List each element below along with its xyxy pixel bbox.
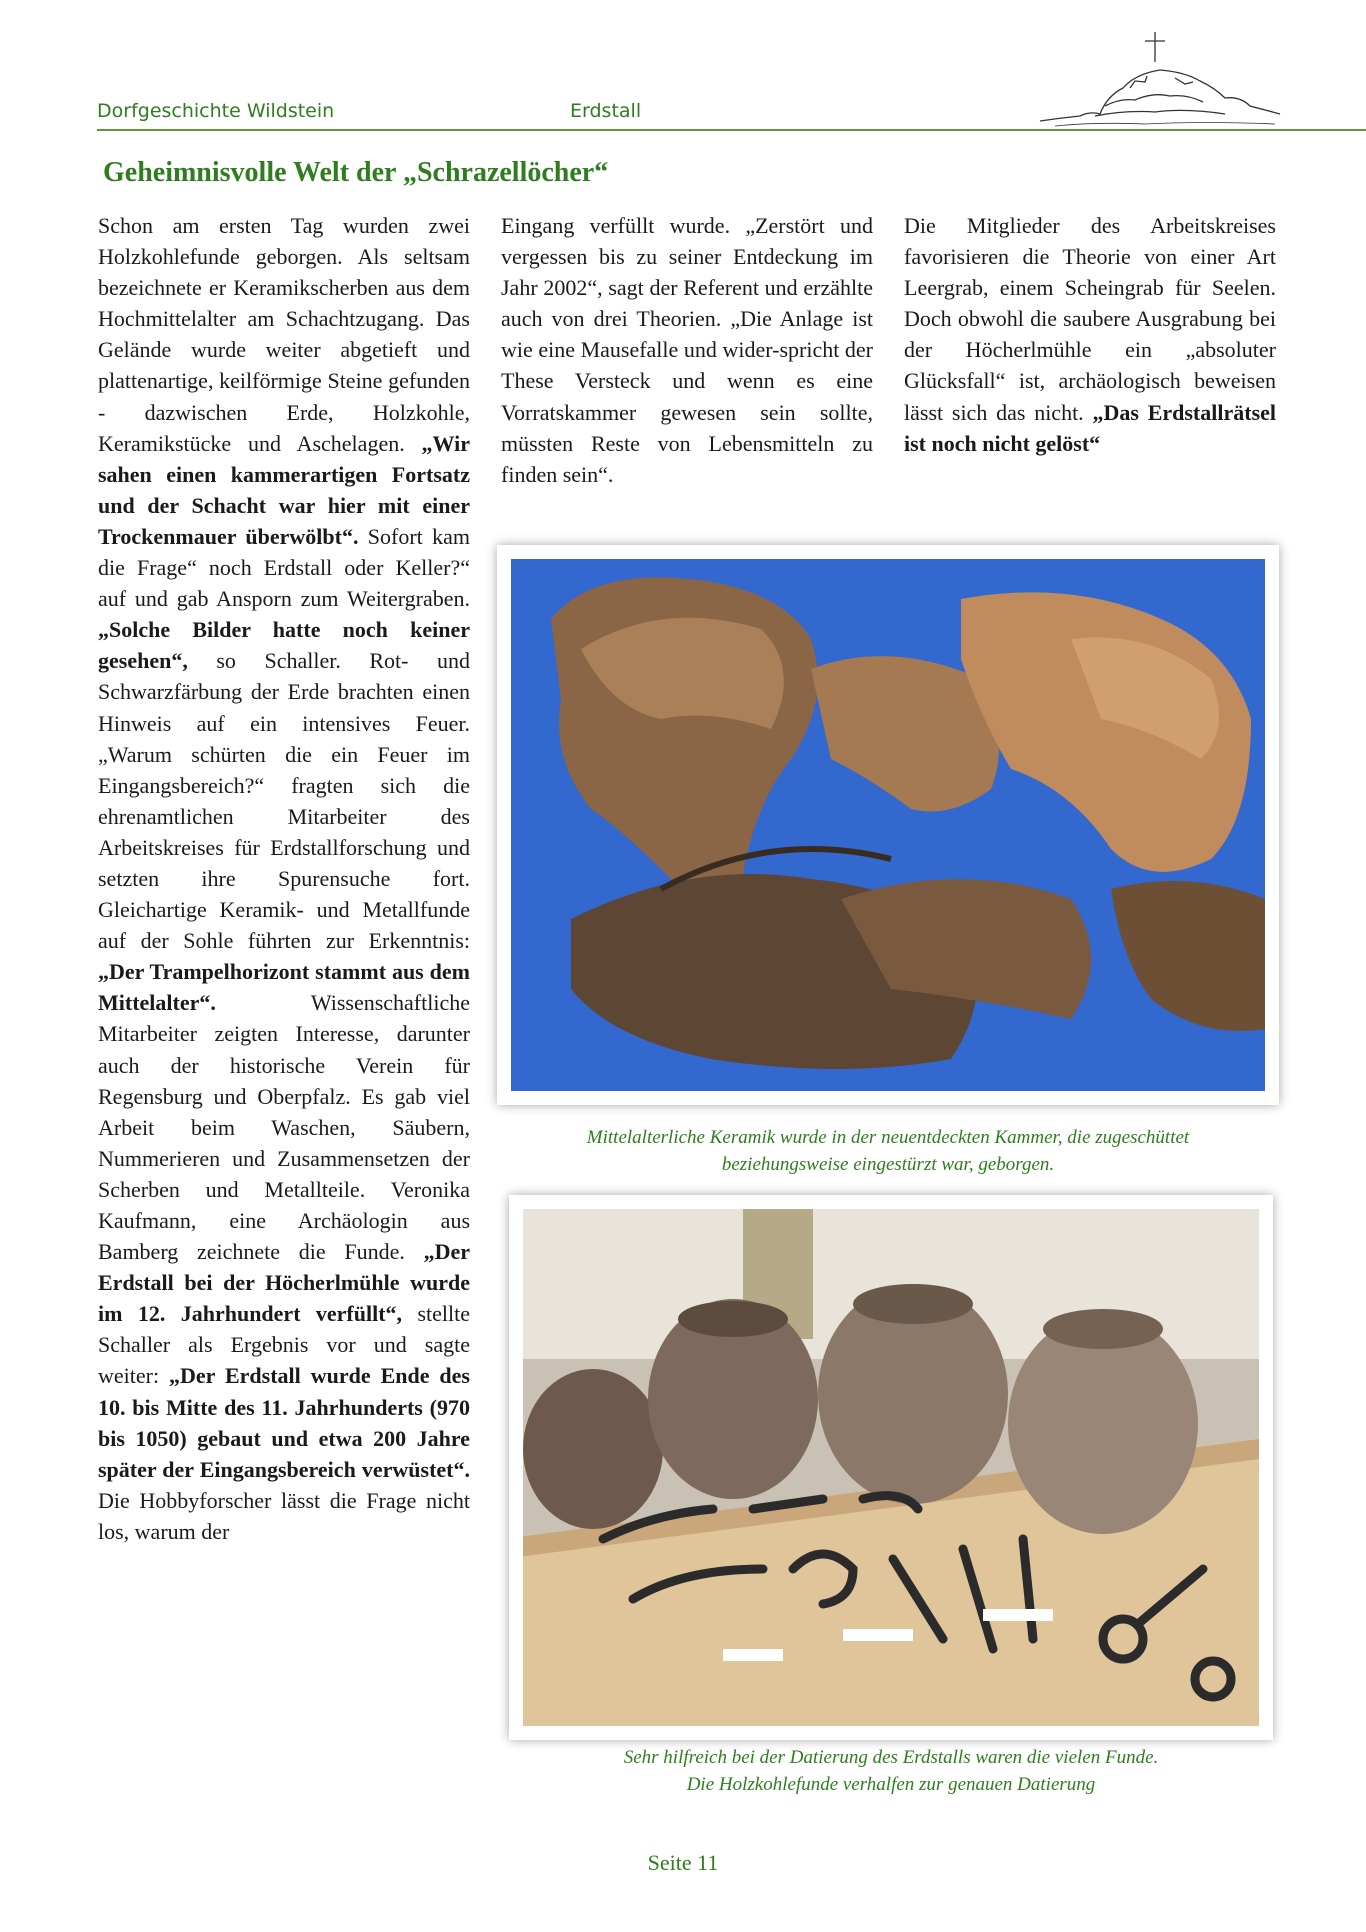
article-title: Geheimnisvolle Welt der „Schrazellöcher“ [103, 157, 609, 188]
column-paragraph [904, 210, 1276, 459]
text-run: Eingang verfüllt wurde. „Zerstört und vergessen bis zu seiner Entdeckung im Jahr 2002“, sagt der Referent und erzählte auch von drei Theorien. „Die Anlage ist wie eine Mausefalle und wider-spricht der These Versteck und wenn es eine Vorratskammer gewesen sein sollte, müssten Reste von Lebensmitteln zu finden sein“. [501, 213, 873, 487]
text-run: Die Mitglieder des Arbeitskreises favorisieren die Theorie von einer Art Leergrab, einem Scheingrab für Seelen. Doch obwohl die saubere Ausgrabung bei der Höcherlmühle ein „absoluter Glücksfall“ ist, archäologisch beweisen lässt sich das nicht. [904, 213, 1276, 425]
bold-quote: „Der Erdstall bei der Höcherlmühle wurde im 12. Jahrhundert verfüllt“, [98, 1239, 470, 1327]
bold-quote: „Der Erdstall wurde Ende des 10. bis Mitte des 11. Jahrhunderts (970 bis 1050) gebaut und etwa 200 Jahre später der Eingangsbereich verwüstet“. [98, 1363, 470, 1482]
text-run: Wissenschaftliche Mitarbeiter zeigten Interesse, darunter auch der historische Verein für Regensburg und Oberpfalz. Es gab viel Arbeit beim Waschen, Säubern, Nummerieren und Zusammensetzen der Scherben und Metallteile. Veronika Kaufmann, eine Archäologin aus Bamberg zeichnete die Funde. [98, 990, 470, 1265]
caption-line: Mittelalterliche Keramik wurde in der neuentdeckten Kammer, die zugeschüttet [586, 1127, 1190, 1148]
text-run: so Schaller. Rot- und Schwarzfärbung der Erde brachten einen Hinweis auf ein intensives Feuer. „Warum schürten die ein Feuer im Eingangsbereich?“ fragten sich die ehrenamtlichen Mitarbeiter des Arbeitskreises für Erdstallforschung und setzten ihre Spurensuche fort. Gleichartige Keramik- und Metallfunde auf der Sohle führten zur Erkenntnis: [98, 648, 470, 954]
photo-caption-1 [497, 1124, 1279, 1178]
photo-caption-2 [509, 1744, 1273, 1798]
column-paragraph [501, 210, 873, 490]
caption-line: Sehr hilfreich bei der Datierung des Erdstalls waren die vielen Funde. [623, 1747, 1159, 1768]
bold-quote: „Das Erdstallrätsel ist noch nicht gelöst“ [904, 399, 1277, 456]
bold-quote: „Wir sahen einen kammerartigen Fortsatz und der Schacht war hier mit einer Trockenmauer überwölbt“. [98, 430, 470, 549]
text-run: Die Hobbyforscher lässt die Frage nicht los, warum der [98, 1487, 470, 1544]
church-hill-logo [1035, 26, 1285, 136]
text-run: Schon am ersten Tag wurden zwei Holzkohlefunde geborgen. Als seltsam bezeichnete er Keramikscherben aus dem Hochmittelalter am Schachtzugang. Das Gelände wurde weiter abgetieft und plattenartige, keilförmige Steine gefunden - dazwischen Erde, Holzkohle, Keramikstücke und Aschelagen. [98, 213, 470, 456]
bold-quote: „Der Trampelhorizont stammt aus dem Mittelalter“. [98, 959, 470, 1016]
pots-and-iron-finds-photo [509, 1195, 1273, 1740]
caption-line: beziehungsweise eingestürzt war, geborgen. [721, 1154, 1055, 1175]
bold-quote: „Solche Bilder hatte noch keiner gesehen“, [98, 617, 470, 674]
column-paragraph [98, 210, 470, 1547]
ceramic-shards-photo [497, 545, 1279, 1105]
text-column-1 [98, 210, 470, 1547]
caption-line: Die Holzkohlefunde verhalfen zur genauen Datierung [686, 1774, 1096, 1795]
header-center: Erdstall [570, 100, 642, 122]
text-column-2 [501, 210, 873, 490]
header-left: Dorfgeschichte Wildstein [97, 100, 335, 122]
text-run: stellte Schaller als Ergebnis vor und sagte weiter: [98, 1301, 470, 1389]
text-run: Sofort kam die Frage“ noch Erdstall oder Keller?“ auf und gab Ansporn zum Weitergraben. [98, 523, 470, 612]
page-number: Seite 11 [647, 1850, 719, 1875]
text-column-3 [904, 210, 1276, 459]
